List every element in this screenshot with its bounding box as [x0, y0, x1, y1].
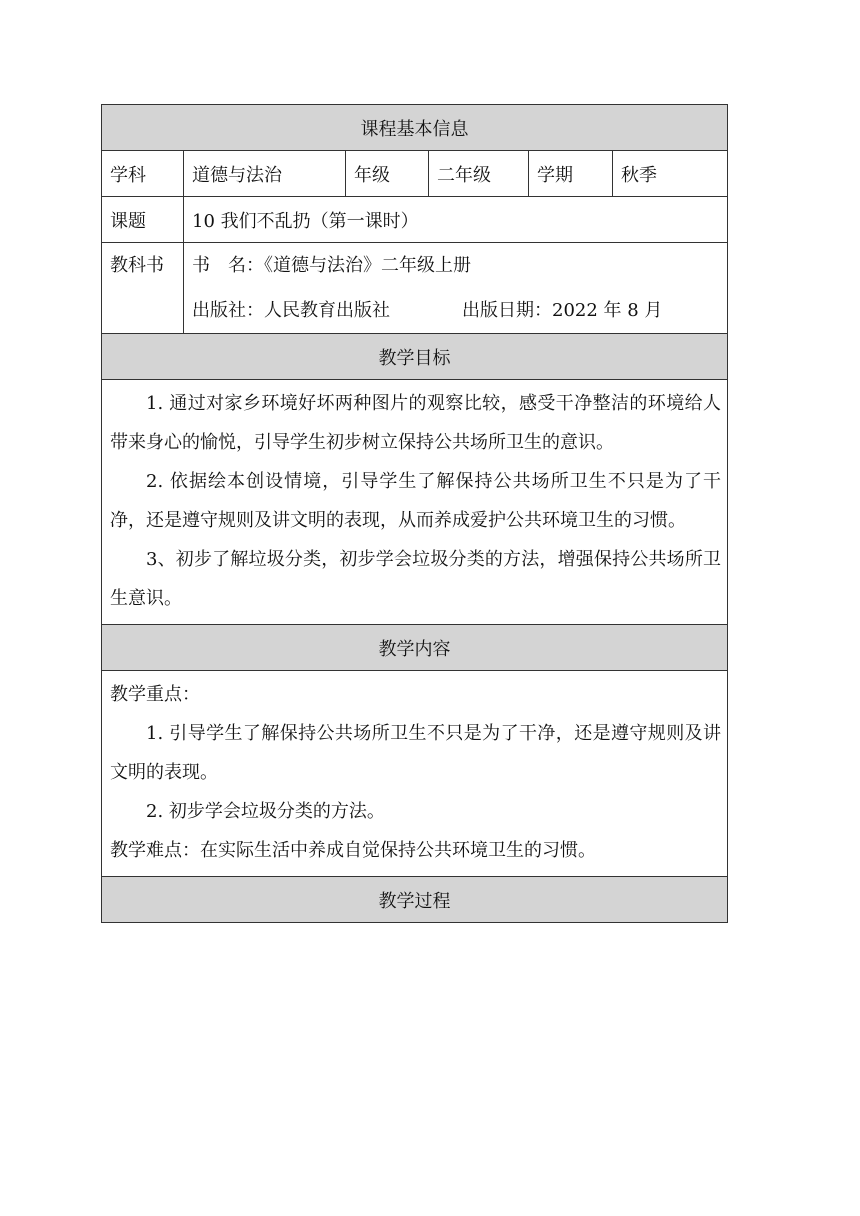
book-name: 书 名：《道德与法治》二年级上册 [192, 255, 471, 276]
term-value: 秋季 [613, 151, 728, 197]
publish-date: 出版日期：2022 年 8 月 [462, 300, 663, 321]
teaching-content [102, 671, 728, 877]
subject-label: 学科 [102, 151, 184, 197]
textbook-label [102, 243, 184, 334]
textbook-label-text: 教科书 [110, 255, 164, 276]
goal-item: 2. 依据绘本创设情境，引导学生了解保持公共场所卫生不只是为了干净，还是遵守规则及讲文明的表现，从而养成爱护公共环境卫生的习惯。 [110, 471, 722, 531]
topic-value: 10 我们不乱扔（第一课时） [184, 197, 728, 243]
header-teaching-content: 教学内容 [102, 625, 728, 671]
key-points-label: 教学重点： [110, 684, 200, 705]
header-teaching-process: 教学过程 [102, 877, 728, 923]
textbook-info [184, 243, 728, 334]
topic-label: 课题 [102, 197, 184, 243]
publisher: 出版社：人民教育出版社 [192, 300, 390, 321]
teaching-goals [102, 380, 728, 625]
key-point-item: 2. 初步学会垃圾分类的方法。 [146, 801, 385, 822]
key-point-item: 1. 引导学生了解保持公共场所卫生不只是为了干净，还是遵守规则及讲文明的表现。 [110, 723, 722, 783]
header-teaching-goals: 教学目标 [102, 334, 728, 380]
publisher-line [192, 288, 719, 333]
header-basic-info: 课程基本信息 [102, 105, 728, 151]
grade-label: 年级 [346, 151, 429, 197]
term-label: 学期 [529, 151, 613, 197]
goal-item: 3、初步了解垃圾分类，初步学会垃圾分类的方法，增强保持公共场所卫生意识。 [110, 549, 722, 609]
subject-value: 道德与法治 [184, 151, 346, 197]
grade-value: 二年级 [429, 151, 529, 197]
difficulty: 教学难点：在实际生活中养成自觉保持公共环境卫生的习惯。 [110, 840, 596, 861]
goal-item: 1. 通过对家乡环境好坏两种图片的观察比较，感受干净整洁的环境给人带来身心的愉悦，引导学生初步树立保持公共场所卫生的意识。 [110, 393, 722, 453]
lesson-plan-table [101, 104, 728, 923]
